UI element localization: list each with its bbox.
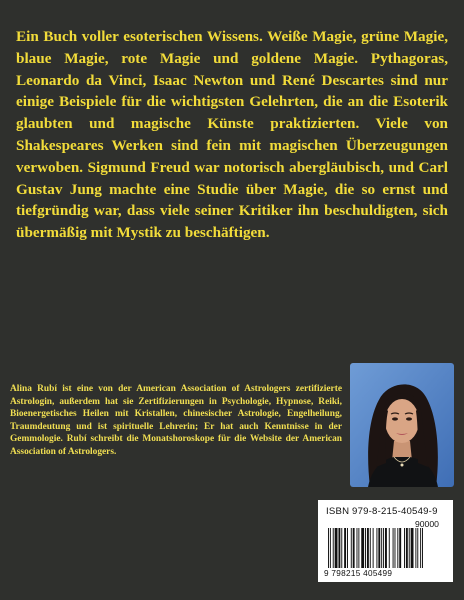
barcode-bar [397,528,398,568]
barcode-bar [378,528,380,568]
barcode-bar [415,528,416,568]
barcode-bar [344,528,346,568]
barcode-bar [330,528,331,568]
barcode-bar [411,528,414,568]
barcode-bar [333,528,334,568]
author-photo [350,363,454,487]
price-code: 90000 [415,519,439,529]
barcode-bars [326,528,446,570]
barcode-bar [376,528,377,568]
barcode-digits: 9 798215 405499 [324,569,393,578]
barcode-bar [373,528,374,568]
barcode-bar [358,528,359,568]
barcode-bar [389,528,390,568]
barcode-bar [328,528,329,568]
barcode-bar [417,528,418,568]
barcode-bar [422,528,423,568]
barcode-bar [370,528,371,568]
barcode-bar [383,528,384,568]
isbn-label: ISBN 979-8-215-40549-9 [326,506,438,517]
barcode-bar [357,528,358,568]
barcode-bar [395,528,396,568]
isbn-barcode [318,500,453,582]
barcode-bar [367,528,369,568]
author-bio: Alina Rubí ist eine von der American Association of Astrologers zertifizierte Astrologin, außerdem hat sie Zertifizierungen in Psychologie, Hypnose, Reiki, Bioenergetisches Heilen mit Kristallen, chinesischer Astrologie, Engelheilung, Traumdeutung und ist spirituelle Lehrerin; Er hat auch Kenntnisse in der Gemmologie. Rubí schreibt die Monatshoroskope für die Website der American Association of Astrologers. [10,384,342,457]
barcode-bar [361,528,364,568]
barcode-bar [338,528,340,568]
barcode-bar [353,528,355,568]
barcode-bar [393,528,394,568]
barcode-bar [365,528,366,568]
barcode-bar [399,528,401,568]
barcode-bar [420,528,421,568]
barcode-bar [341,528,342,568]
barcode-bar [406,528,408,568]
barcode-bar [409,528,410,568]
barcode-bar [347,528,348,568]
barcode-bar [404,528,405,568]
barcode-bar [335,528,338,568]
back-cover-description: Ein Buch voller esoterischen Wissens. Weiße Magie, grüne Magie, blaue Magie, rote Magie und goldene Magie. Pythagoras, Leonardo da Vinci, Isaac Newton und René Descartes sind nur einige Beispiele für die wichtigsten Gelehrten, die an die Esoterik glaubten und magische Künste praktizierten. Viele von Shakespeares Werken sind fein mit magischen Überzeugungen verwoben. Sigmund Freud war notorisch abergläubisch, und Carl Gustav Jung machte eine Studie über Magie, die so ernst und tiefgründig war, dass viele seiner Kritiker ihn beschuldigten, sich übermäßig mit Mystik zu beschäftigen. [16,28,448,242]
barcode-bar [385,528,387,568]
barcode-bar [351,528,352,568]
barcode-bar [381,528,382,568]
